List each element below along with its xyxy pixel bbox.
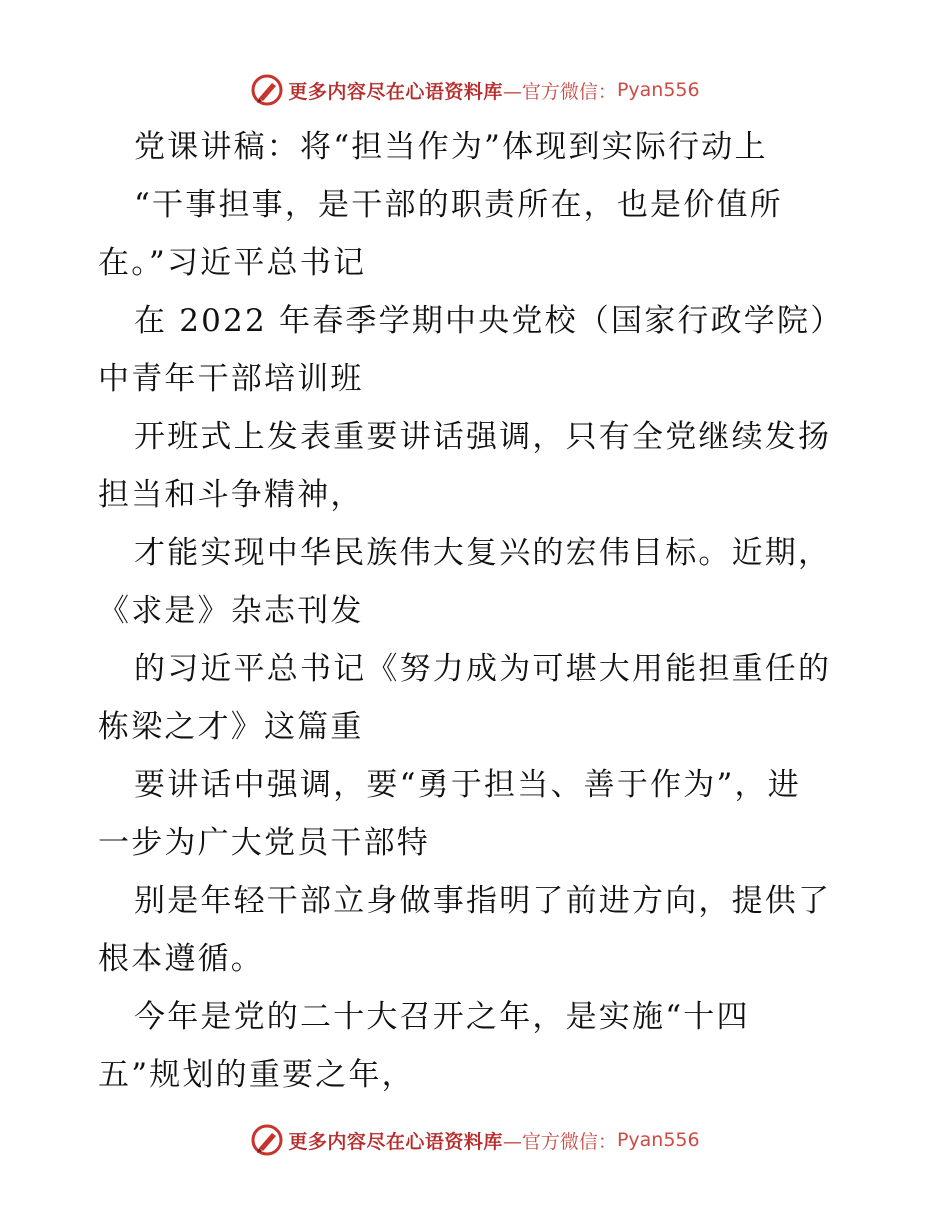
banner-sub-text: —官方微信： [502,1130,617,1153]
text-line: 要讲话中强调，要“勇于担当、善于作为”，进 [134,767,801,803]
banner-account: Pyan556 [616,1129,700,1151]
pen-logo-icon [250,73,284,107]
text-line: 根本遵循。 [98,941,264,977]
text-line: 五”规划的重要之年， [98,1057,415,1093]
banner-main-text: 更多内容尽在心语资料库 [288,1130,503,1153]
text-line: 《求是》杂志刊发 [98,593,364,629]
text-line: 才能实现中华民族伟大复兴的宏伟目标。近期， [134,535,832,571]
header-banner [0,70,950,110]
text-line: 别是年轻干部立身做事指明了前进方向，提供了 [134,883,832,919]
document-body [98,118,858,1104]
text-line: 担当和斗争精神， [98,477,364,513]
banner-main-text: 更多内容尽在心语资料库 [288,80,503,103]
text-line: 一步为广大党员干部特 [98,825,430,861]
text-line: 在 2022 年春季学期中央党校（国家行政学院） [134,303,844,339]
text-line: 今年是党的二十大召开之年，是实施“十四 [134,999,750,1035]
text-line: 的习近平总书记《努力成为可堪大用能担重任的 [134,651,832,687]
text-line: 栋梁之才》这篇重 [98,709,364,745]
text-line: “干事担事，是干部的职责所在，也是价值所 [134,187,783,223]
banner-account: Pyan556 [616,79,700,101]
text-line: 开班式上发表重要讲话强调，只有全党继续发扬 [134,419,832,455]
document-title: 党课讲稿：将“担当作为”体现到实际行动上 [134,129,768,165]
banner-sub-text: —官方微信： [502,80,617,103]
text-line: 在。”习近平总书记 [98,245,367,281]
footer-banner [0,1120,950,1160]
pen-logo-icon [250,1123,284,1157]
text-line: 中青年干部培训班 [98,361,364,397]
